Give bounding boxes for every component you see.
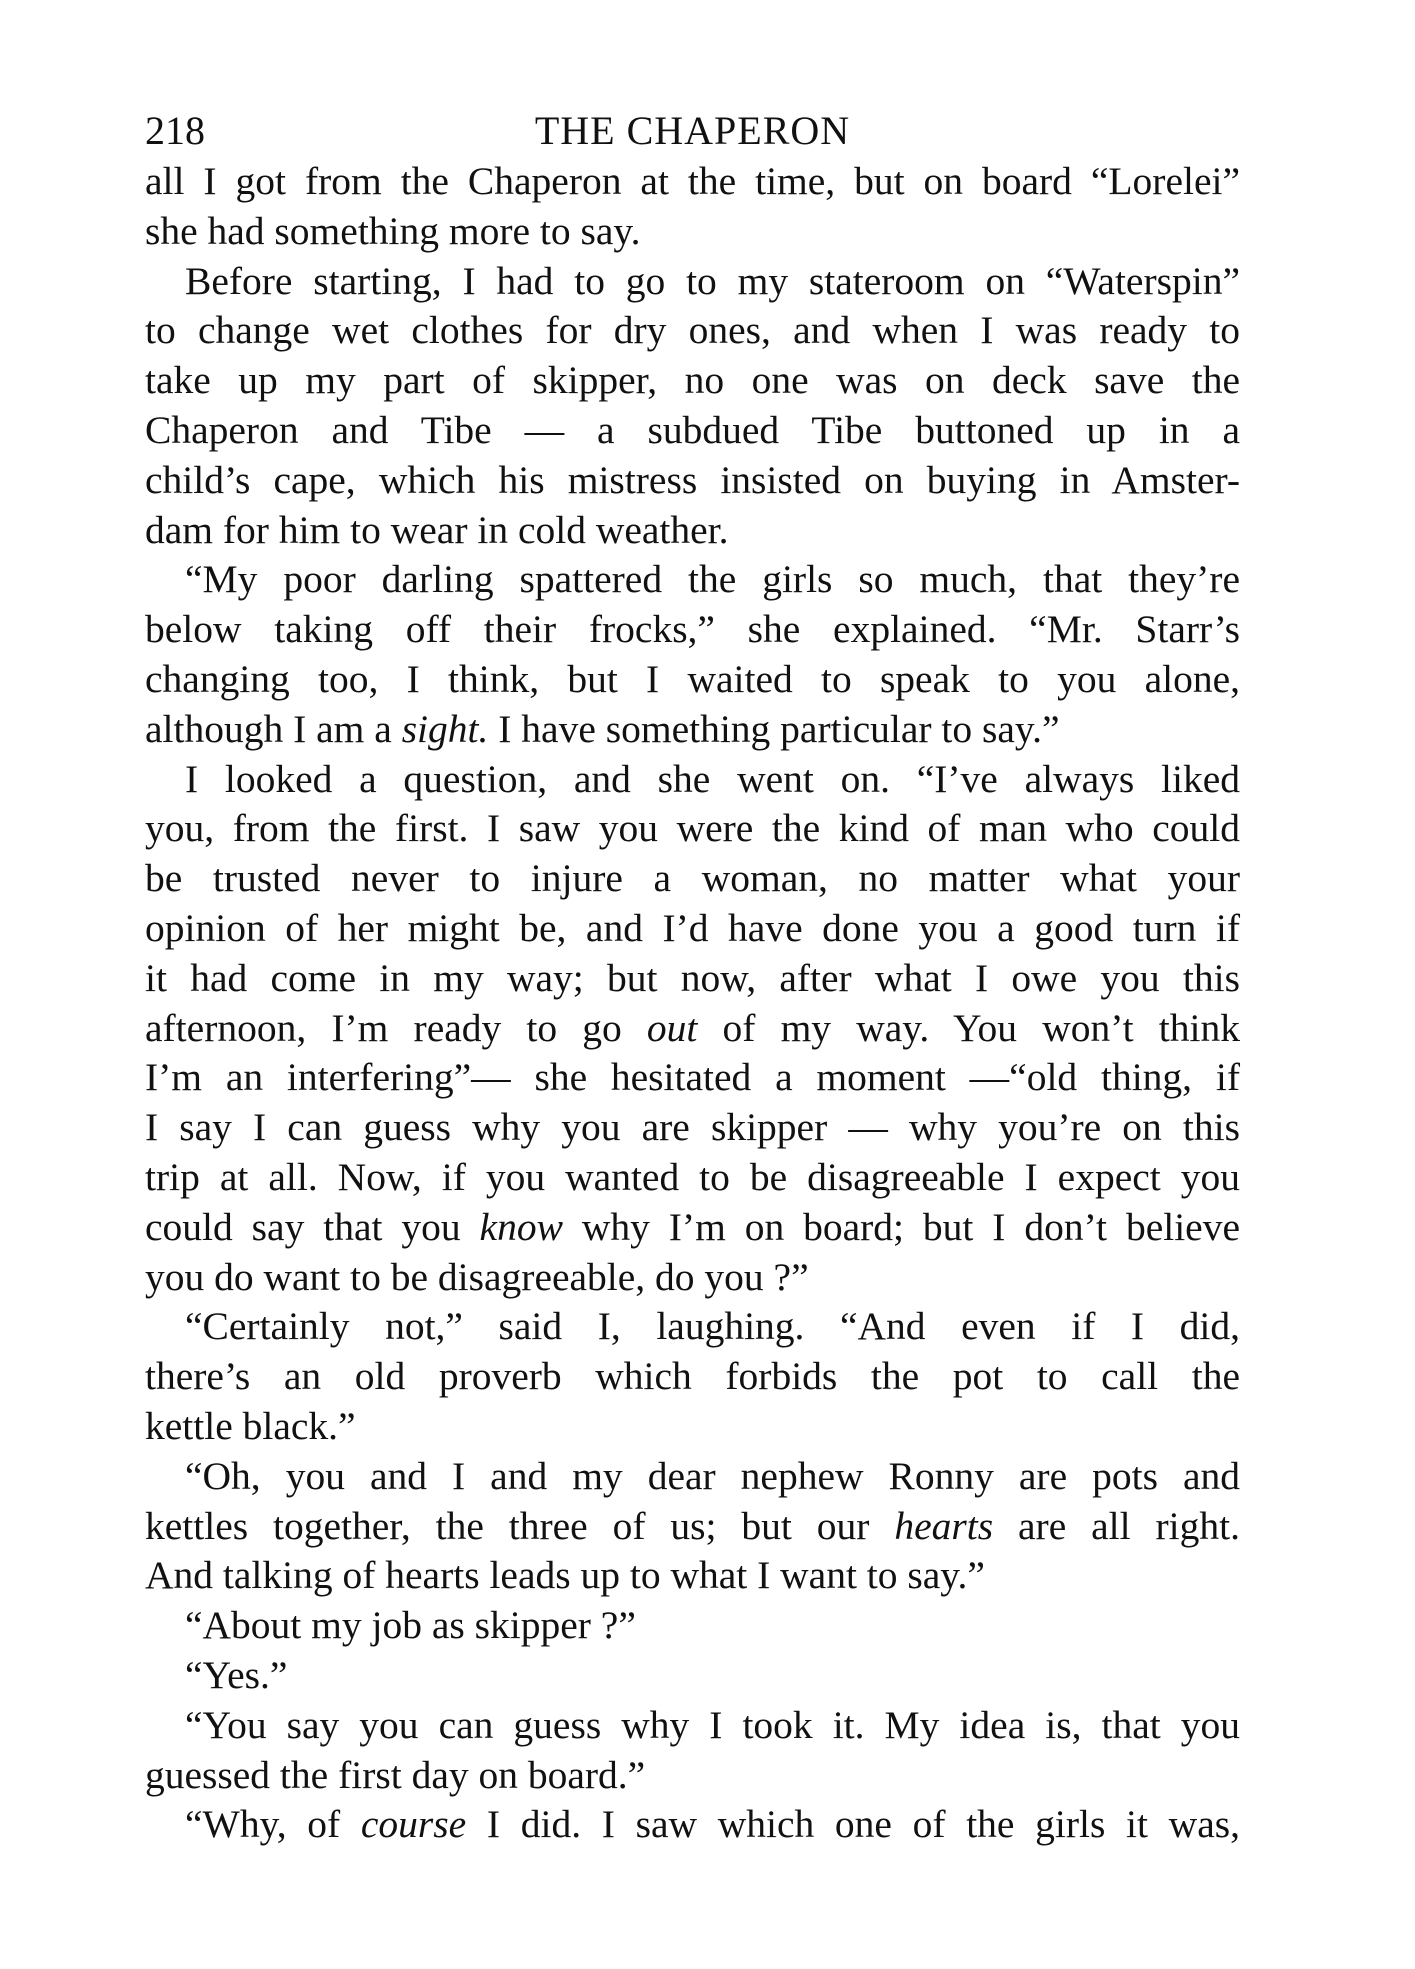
text-segment: why I’m on board; but I don’t believe [562,1204,1240,1249]
text-line [145,705,1240,755]
text-line [145,1651,1240,1701]
text-segment: “Certainly not,” said I, laughing. “And even if I did, [185,1304,1240,1349]
text-segment: take up my part of skipper, no one was on deck save the [145,358,1240,403]
running-title: THE CHAPERON [534,108,851,153]
italic-text: hearts [894,1503,994,1548]
text-line [145,555,1240,605]
text-segment: changing too, I think, but I waited to speak to you alone, [145,656,1240,701]
text-segment: are all right. [993,1503,1240,1548]
body-text [145,157,1240,1850]
text-segment: could say that you [145,1204,480,1249]
text-segment: Chaperon and Tibe — a subdued Tibe buttoned up in a [145,407,1240,452]
text-line [145,1103,1240,1153]
page-number: 218 [145,108,205,153]
text-line [145,1751,1240,1801]
text-line [145,1452,1240,1502]
text-line [145,1551,1240,1601]
text-line [145,655,1240,705]
text-line [145,257,1240,307]
text-line [145,1153,1240,1203]
text-line [145,605,1240,655]
text-line [145,1352,1240,1402]
text-line [145,804,1240,854]
text-line [145,506,1240,556]
text-line [145,456,1240,506]
text-segment: I have something particular to say.” [488,706,1060,751]
text-segment: I looked a question, and she went on. “I’ve always liked [185,756,1240,801]
text-line [145,1502,1240,1552]
text-segment: all I got from the Chaperon at the time, but on board “Lorelei” [145,159,1240,203]
text-segment: dam for him to wear in cold weather. [145,507,729,552]
text-segment: I say I can guess why you are skipper — why you’re on this [145,1105,1240,1150]
text-segment: be trusted never to injure a woman, no matter what your [145,856,1240,901]
italic-text: sight. [401,706,489,751]
text-segment: you do want to be disagreeable, do you ?” [145,1254,809,1299]
text-segment: “Why, of [185,1802,361,1847]
text-line [145,854,1240,904]
text-line [145,1800,1240,1850]
text-segment: afternoon, I’m ready to go [145,1005,647,1050]
text-segment: I did. I saw which one of the girls it was, [466,1802,1240,1847]
italic-text: course [360,1802,467,1847]
text-segment: And talking of hearts leads up to what I want to say.” [145,1553,985,1598]
text-line [145,1053,1240,1103]
text-line [145,954,1240,1004]
text-segment: of my way. You won’t think [697,1005,1240,1050]
text-segment: “Yes.” [185,1652,288,1697]
text-segment: “About my job as skipper ?” [185,1603,636,1648]
text-line [145,755,1240,805]
book-page [145,105,1240,1850]
text-segment: “You say you can guess why I took it. My idea is, that you [185,1702,1240,1747]
text-line [145,356,1240,406]
text-segment: kettles together, the three of us; but our [145,1503,895,1548]
text-line [145,904,1240,954]
text-line [145,406,1240,456]
text-segment: I’m an interfering”— she hesitated a moment —“old thing, if [145,1055,1240,1100]
text-segment: there’s an old proverb which forbids the pot to call the [145,1354,1240,1399]
text-segment: below taking off their frocks,” she explained. “Mr. Starr’s [145,607,1240,652]
text-segment: although I am a [145,706,402,751]
text-segment: “My poor darling spattered the girls so much, that they’re [185,557,1240,602]
text-line [145,1601,1240,1651]
text-line [145,306,1240,356]
text-segment: “Oh, you and I and my dear nephew Ronny are pots and [185,1453,1240,1498]
text-line [145,1402,1240,1452]
text-segment: child’s cape, which his mistress insisted on buying in Amster- [145,457,1240,502]
text-line [145,1004,1240,1054]
text-line [145,157,1240,207]
text-segment: guessed the first day on board.” [145,1752,646,1797]
text-segment: she had something more to say. [145,208,641,253]
text-segment: kettle black.” [145,1403,356,1448]
text-line [145,1203,1240,1253]
text-segment: it had come in my way; but now, after what I owe you this [145,955,1240,1000]
text-line [145,1253,1240,1303]
text-line [145,1302,1240,1352]
text-line [145,207,1240,257]
italic-text: out [646,1005,698,1050]
text-line [145,1701,1240,1751]
italic-text: know [479,1204,563,1249]
running-head [145,105,1240,157]
text-segment: opinion of her might be, and I’d have done you a good turn if [145,905,1240,950]
text-segment: to change wet clothes for dry ones, and when I was ready to [145,308,1240,353]
text-segment: Before starting, I had to go to my stateroom on “Waterspin” [185,258,1240,303]
text-segment: you, from the first. I saw you were the kind of man who could [145,806,1240,851]
text-segment: trip at all. Now, if you wanted to be disagreeable I expect you [145,1154,1240,1199]
